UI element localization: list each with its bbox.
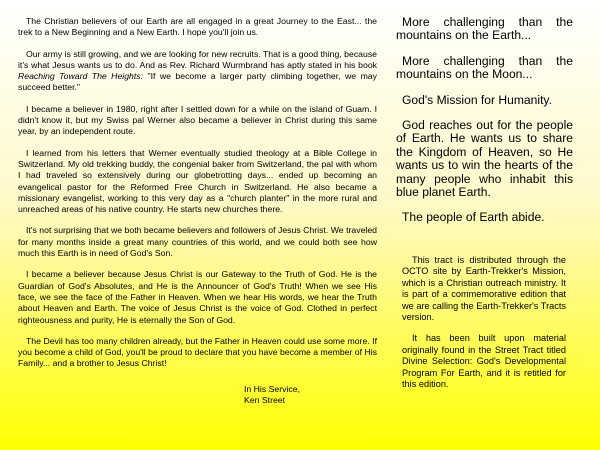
paragraph-guam: I became a believer in 1980, right after I settled down for a while on the island of Guam. I didn't know it, but my Swiss pal Werner also became a believer in Christ during this same year, by an independent route. — [18, 103, 377, 137]
closing-line: In His Service, — [244, 383, 301, 394]
heading-moon-mountains: More challenging than the mountains on the Moon... — [396, 53, 573, 82]
heading-mission: God's Mission for Humanity. — [402, 92, 552, 107]
note-distribution: This tract is distributed through the OCTO site by Earth-Trekker's Mission, which is a Christian outreach ministry. It is part of a commemorative edition that we are calling the Earth-Trekker's Tracts version. — [402, 254, 566, 322]
paragraph-werner: I learned from his letters that Werner eventually studied theology at a Bible College in Switzerland. My old trekking buddy, the congenial baker from Switzerland, the pal with whom I had traveled so extensively during our globetrotting days... ended up becoming an evangelical pastor for the Reformed Free Church in Switzerland. He also became a missionary evangelist, working to this very day as a "church planter" in the more rural and unreached areas of his native country. He starts new churches there. — [18, 147, 377, 215]
signature-block — [244, 384, 377, 407]
heading-earth-mountains: More challenging than the mountains on the Earth... — [396, 15, 573, 43]
tract-main-column — [18, 16, 377, 406]
paragraph-god-reaches: God reaches out for the people of Earth. He wants us to share the Kingdom of Heaven, so He wants us to win the hearts of the many people who inhabit this blue planet Earth. — [396, 118, 573, 200]
paragraph-army — [18, 49, 377, 94]
tract-side-column — [396, 16, 573, 400]
paragraph-family: The Devil has too many children already, but the Father in Heaven could use some more. If you become a child of God, you'll be proud to declare that you have become a member of His Family... and a brother to Jesus Christ! — [18, 335, 378, 369]
paragraph-army-text-end: "If we become a larger party climbing together, we may succeed better." — [18, 71, 377, 93]
author-name: Ken Street — [244, 395, 286, 406]
paragraph-followers: It's not surprising that we both became believers and followers of Jesus Christ. We traveled for many months inside a great many countries of this world, and we could both see how much this Earth is in need of God's Son. — [18, 225, 377, 259]
paragraph-gateway: I became a believer because Jesus Christ is our Gateway to the Truth of God. He is the Guardian of God's Absolutes, and He is the Announcer of God's Truth! When we see His face, we see the face of the Father in Heaven. When we hear His words, we hear the Truth about Heaven and Earth. The voice of Jesus Christ is the voice of God. Clothed in perfect righteousness and purity, He is eternally the Son of God. — [18, 269, 377, 325]
note-origin: It has been built upon material originally found in the Street Tract titled Divine Selection: God's Developmental Program For Earth, and it is retitled for this edition. — [402, 333, 566, 389]
paragraph-journey: The Christian believers of our Earth are all engaged in a great Journey to the East... the trek to a New Beginning and a New Earth. I hope you'll join us. — [18, 16, 377, 38]
paragraph-army-text-start: Our army is still growing, and we are looking for new recruits. That is a good thing, because it's what Jesus wants us to do. And as Rev. Richard Wurmbrand has aptly stated in his book — [18, 48, 377, 70]
line-people-abide: The people of Earth abide. — [402, 210, 545, 225]
book-title: Reaching Toward The Heights: — [18, 71, 144, 82]
